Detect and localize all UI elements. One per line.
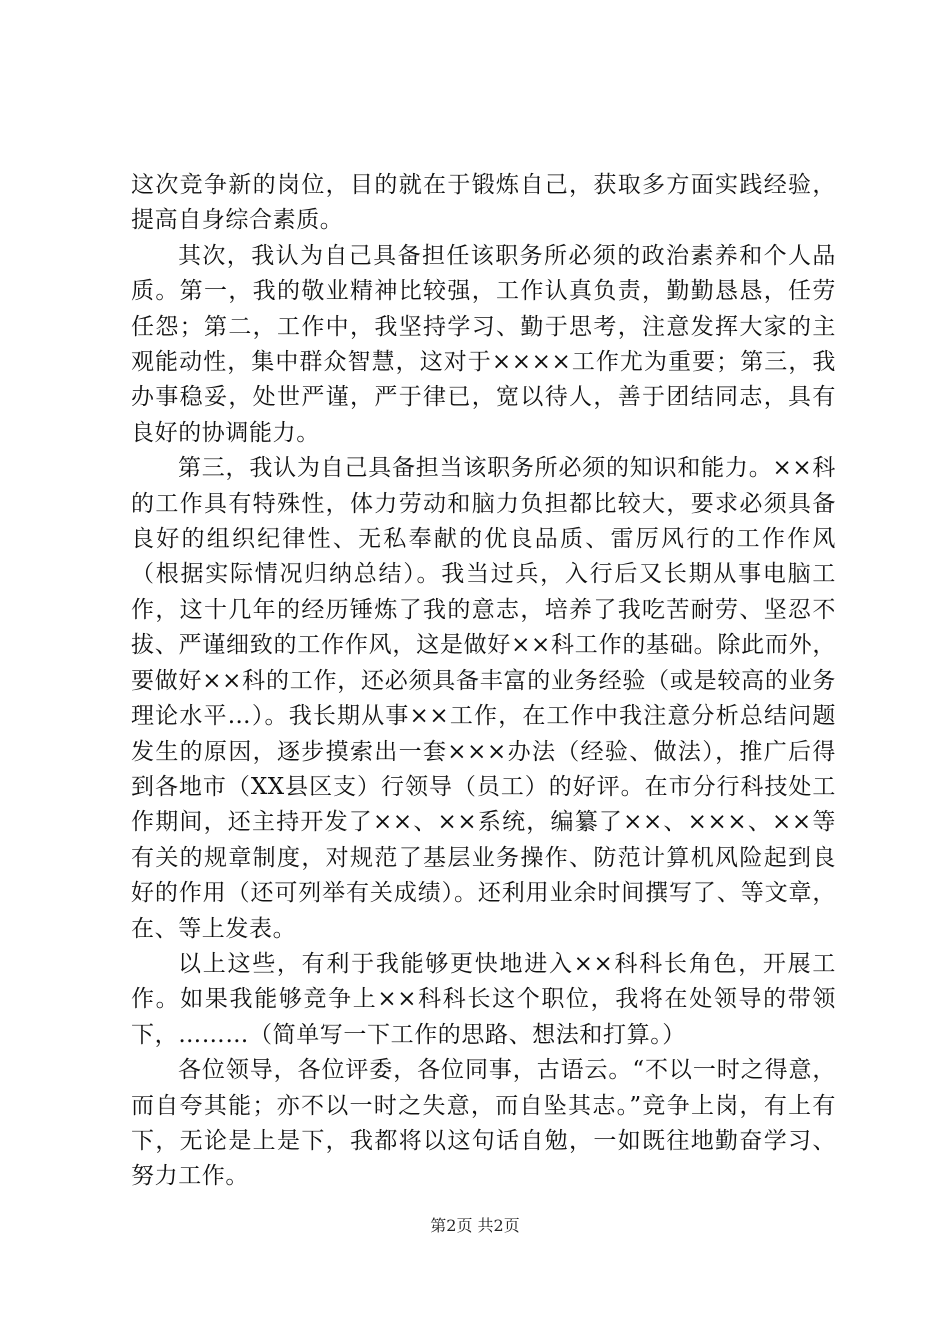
paragraph-2: 其次，我认为自己具备担任该职务所必须的政治素养和个人品质。第一，我的敬业精神比较强，工作认真负责，勤勤恳恳，任劳任怨；第二，工作中，我坚持学习、勤于思考，注意发挥大家的主观能动性，集中群众智慧，这对于××××工作尤为重要；第三，我办事稳妥，处世严谨，严于律已，宽以待人，善于团结同志，具有良好的协调能力。	[131, 242, 836, 446]
paragraph-1: 这次竞争新的岗位，目的就在于锻炼自己，获取多方面实践经验，提高自身综合素质。	[131, 172, 836, 234]
paragraph-3: 第三，我认为自己具备担当该职务所必须的知识和能力。××科的工作具有特殊性，体力劳动和脑力负担都比较大，要求必须具备良好的组织纪律性、无私奉献的优良品质、雷厉风行的工作作风（根据实际情况归纳总结）。我当过兵，入行后又长期从事电脑工作，这十几年的经历锤炼了我的意志，培养了我吃苦耐劳、坚忍不拔、严谨细致的工作作风，这是做好××科工作的基础。除此而外，要做好××科的工作，还必须具备丰富的业务经验（或是较高的业务理论水平…）。我长期从事××工作，在工作中我注意分析总结问题发生的原因，逐步摸索出一套×××办法（经验、做法），推广后得到各地市（XX县区支）行领导（员工）的好评。在市分行科技处工作期间，还主持开发了××、××系统，编纂了××、×××、××等有关的规章制度，对规范了基层业务操作、防范计算机风险起到良好的作用（还可列举有关成绩）。还利用业余时间撰写了、等文章，在、等上发表。	[131, 455, 836, 942]
page-number-footer: 第2页 共2页	[430, 1216, 520, 1235]
document-body	[131, 168, 836, 1195]
paragraph-5: 各位领导，各位评委，各位同事，古语云。“不以一时之得意，而自夸其能；亦不以一时之失意，而自坠其志。”竞争上岗，有上有下，无论是上是下，我都将以这句话自勉，一如既往地勤奋学习、努力工作。	[131, 1057, 836, 1190]
paragraph-4: 以上这些，有利于我能够更快地进入××科科长角色，开展工作。如果我能够竞争上××科科长这个职位，我将在处领导的带领下，………（简单写一下工作的思路、想法和打算。）	[131, 950, 836, 1048]
